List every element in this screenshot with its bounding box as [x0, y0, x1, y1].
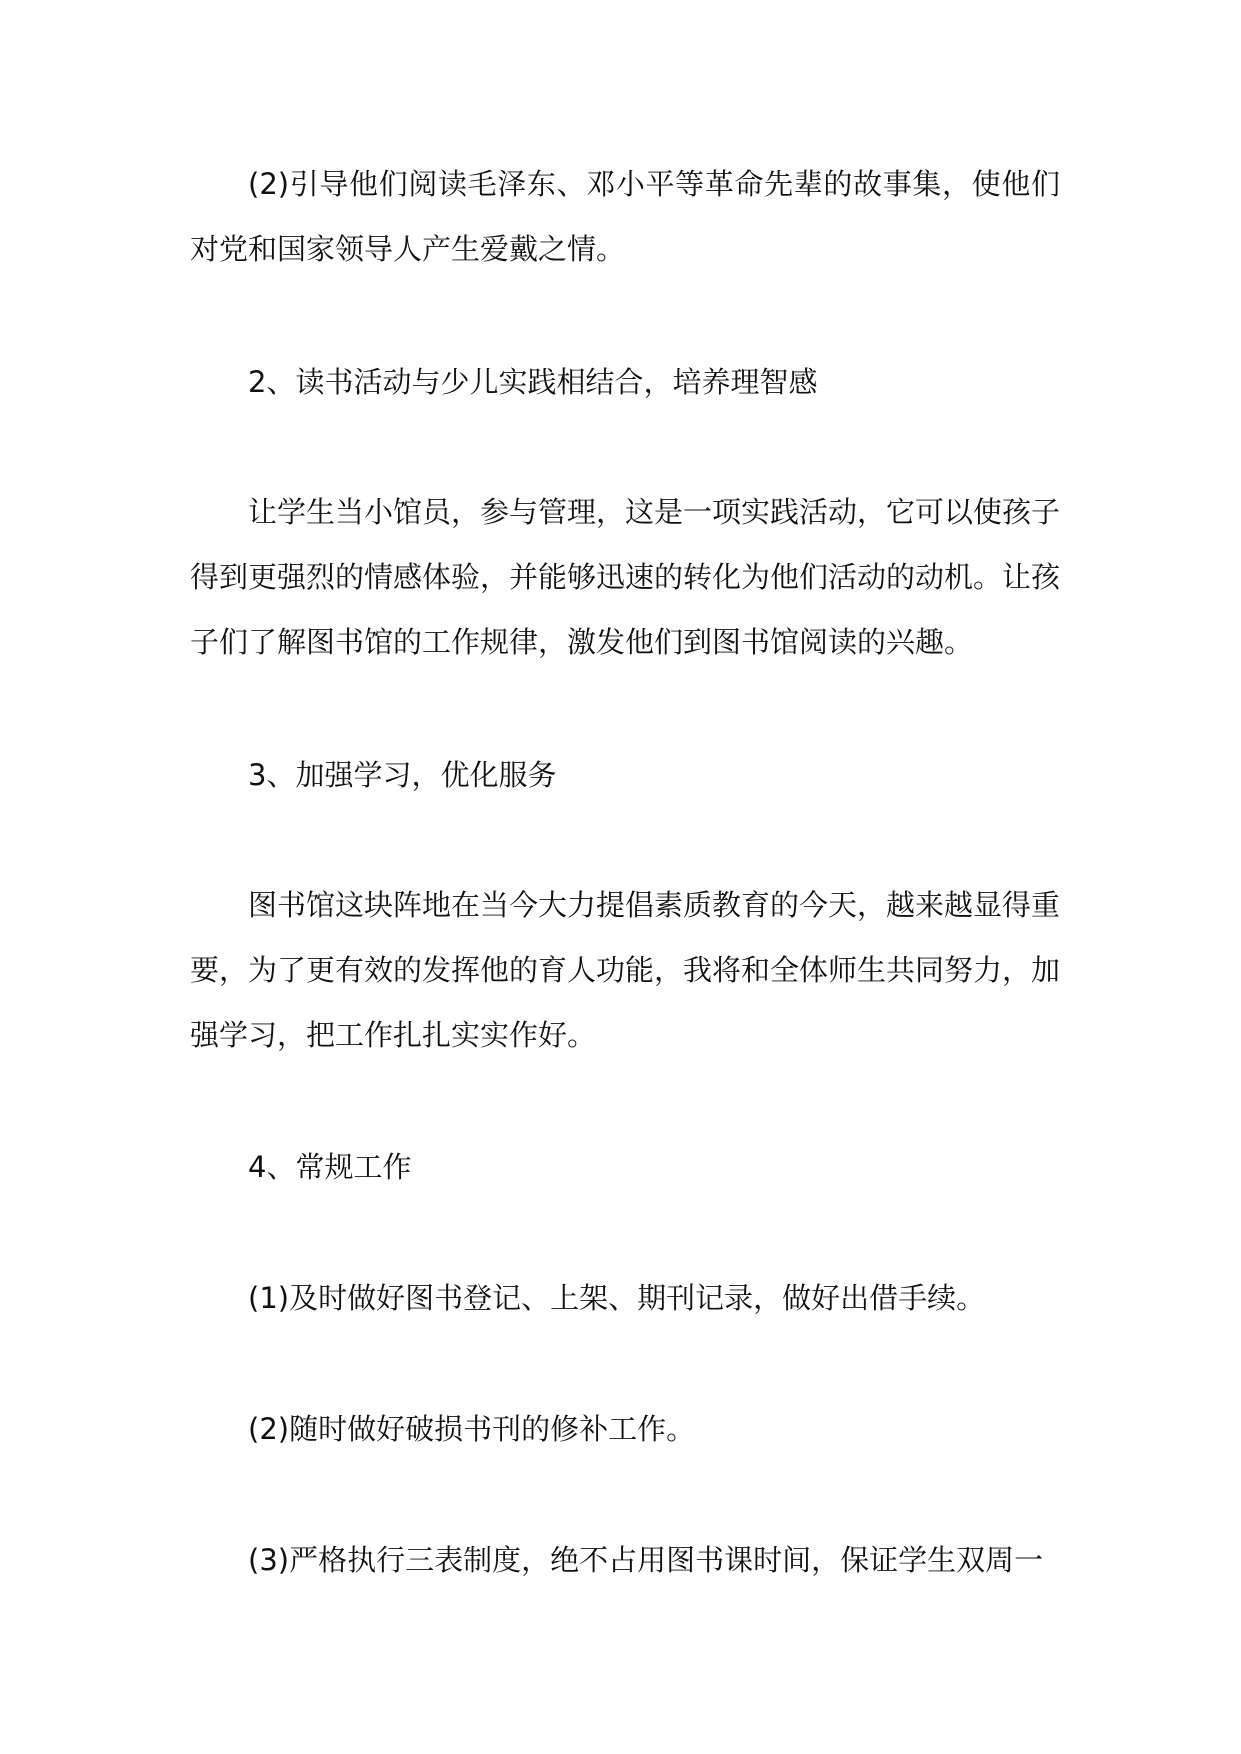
paragraph-schedule: (3)严格执行三表制度，绝不占用图书课时间，保证学生双周一 — [248, 1543, 1044, 1577]
paragraph-reading-leaders: (2)引导他们阅读毛泽东、邓小平等革命先辈的故事集，使他们对党和国家领导人产生爱戴之情。 — [190, 167, 1060, 266]
paragraph-book-registration: (1)及时做好图书登记、上架、期刊记录，做好出借手续。 — [248, 1281, 986, 1315]
paragraph-student-librarian: 让学生当小馆员，参与管理，这是一项实践活动，它可以使孩子得到更强烈的情感体验，并能够迅速的转化为他们活动的动机。让孩子们了解图书馆的工作规律，激发他们到图书馆阅读的兴趣。 — [190, 495, 1061, 659]
heading-strengthen-learning: 3、加强学习，优化服务 — [248, 758, 557, 792]
paragraph-library-importance: 图书馆这块阵地在当今大力提倡素质教育的今天，越来越显得重要，为了更有效的发挥他的育人功能，我将和全体师生共同努力，加强学习，把工作扎扎实实作好。 — [190, 888, 1061, 1052]
heading-routine-work: 4、常规工作 — [248, 1150, 412, 1184]
heading-reading-practice: 2、读书活动与少儿实践相结合，培养理智感 — [248, 365, 818, 399]
paragraph-book-repair: (2)随时做好破损书刊的修补工作。 — [248, 1412, 696, 1446]
